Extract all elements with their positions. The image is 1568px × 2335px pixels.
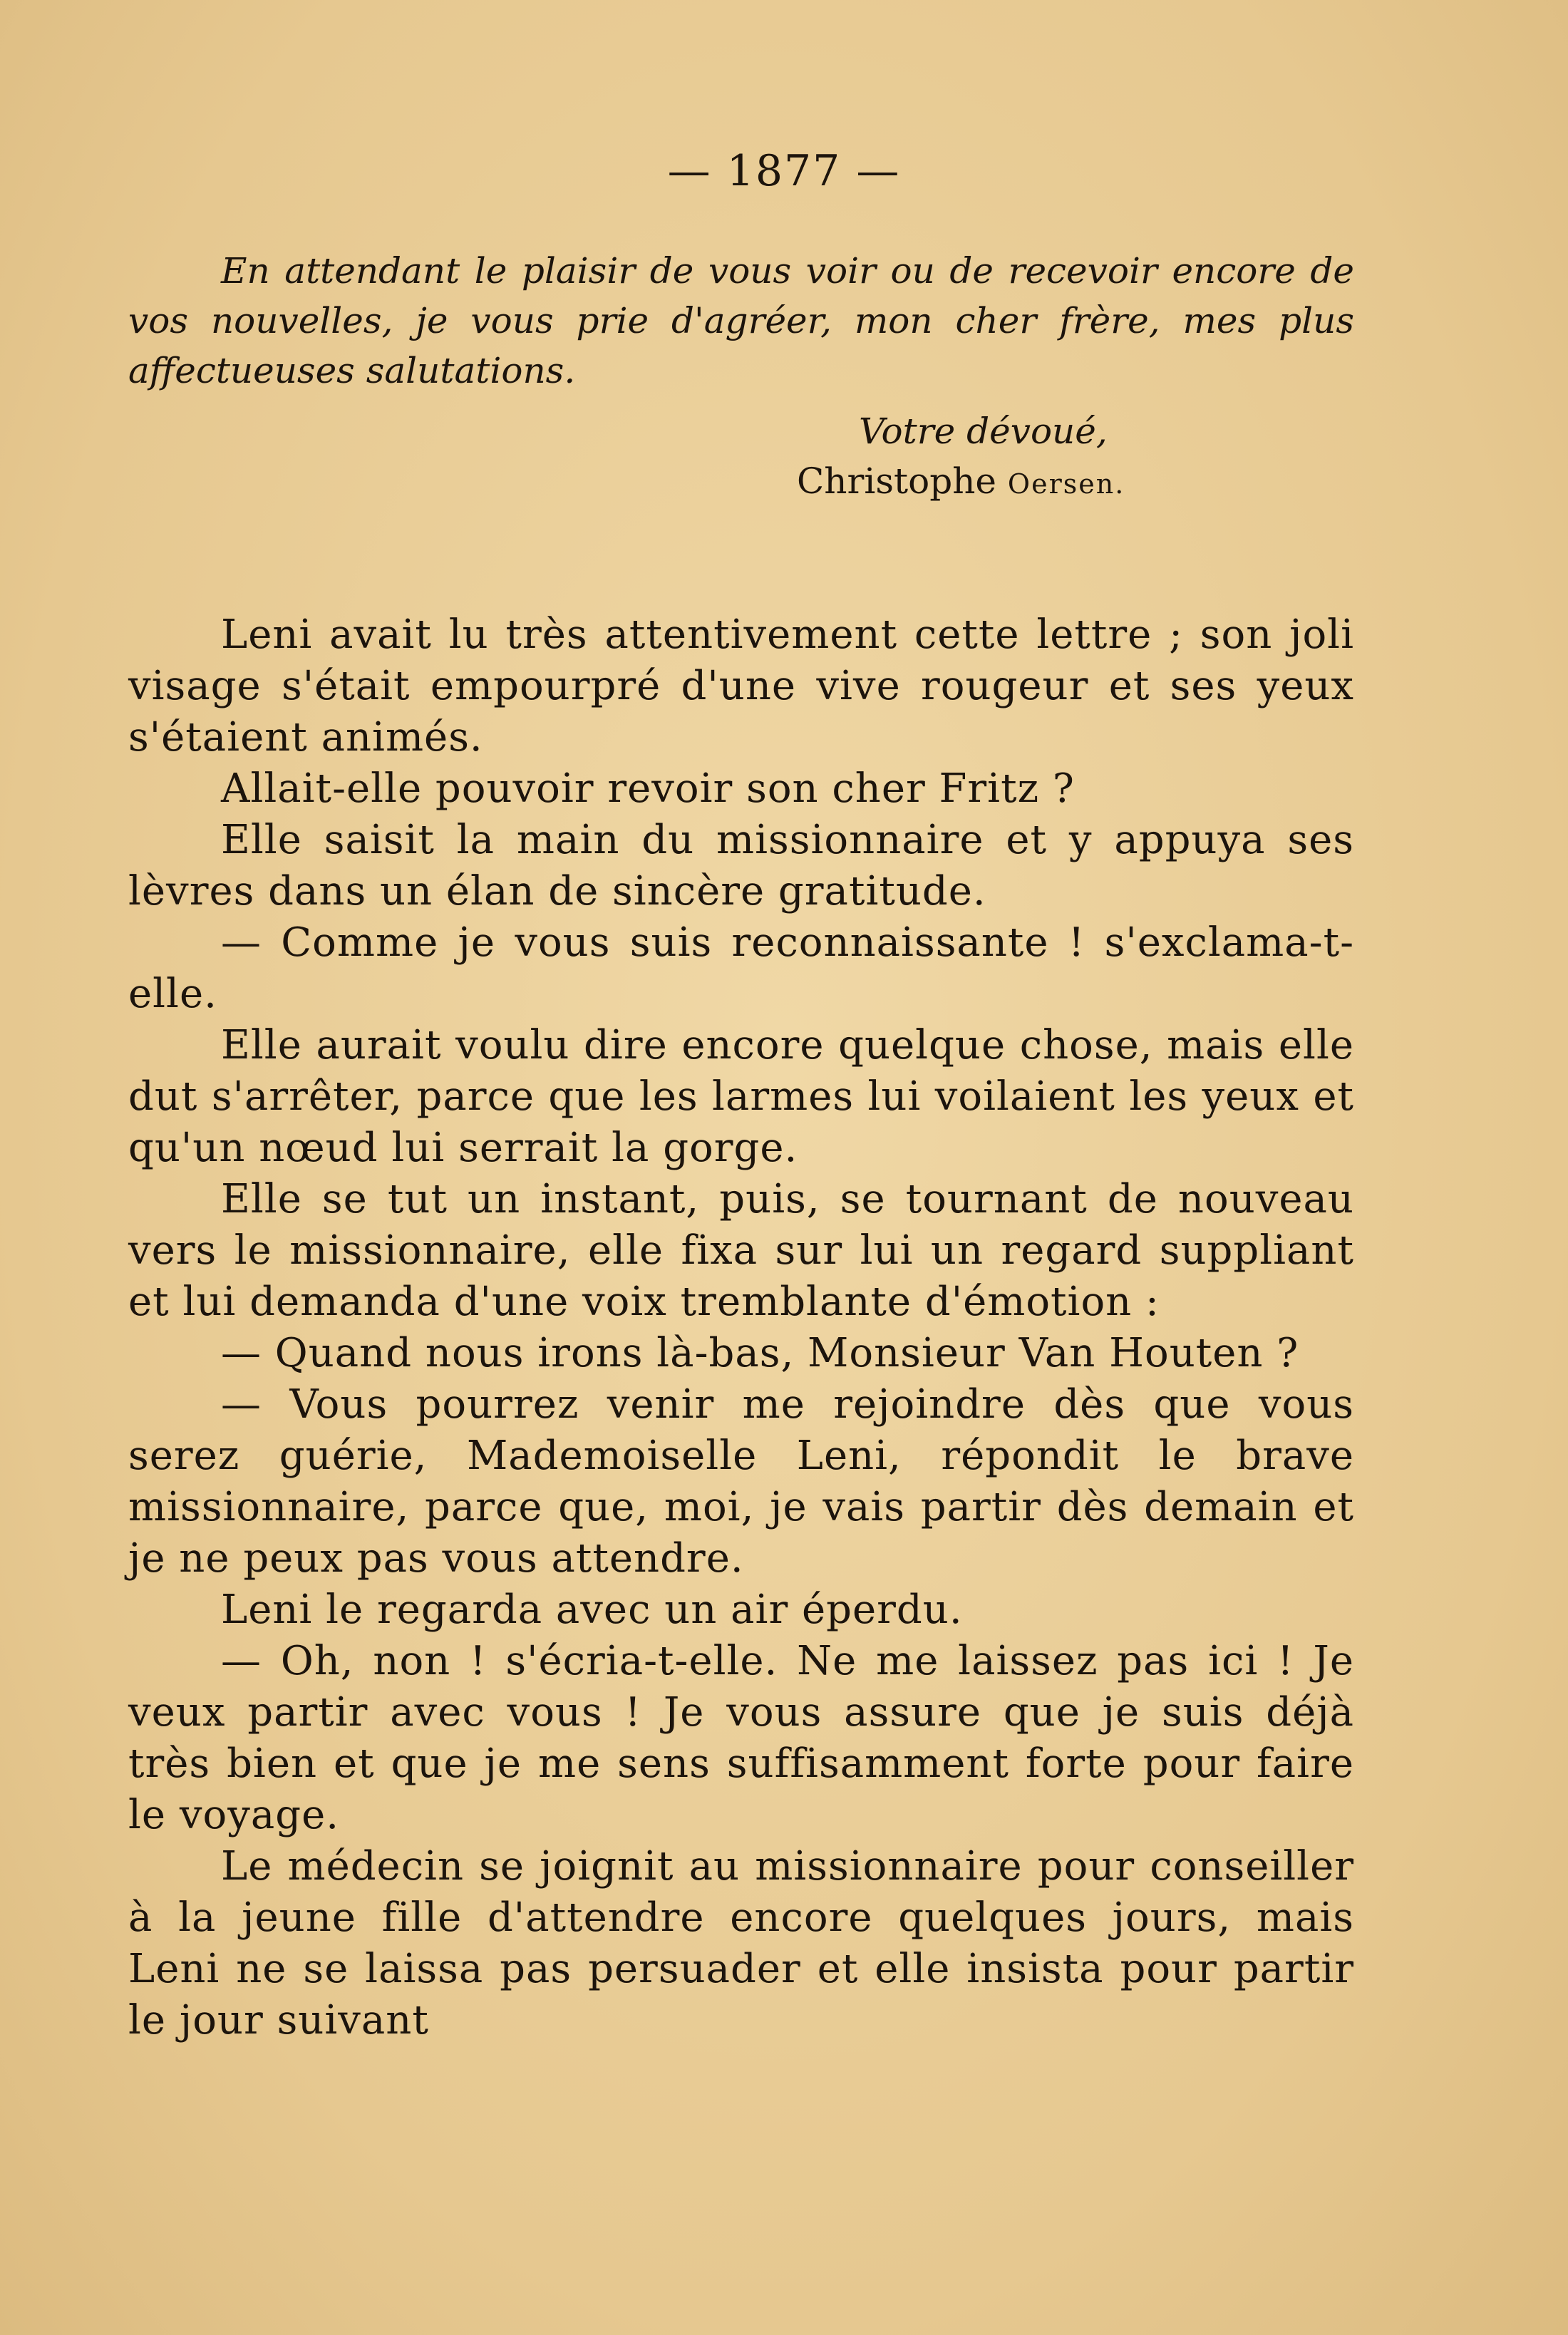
letter-signature [797,456,1125,509]
paragraph: Leni le regarda avec un air éperdu. [221,1587,963,1633]
signature-first-name: Christophe [797,460,997,502]
paragraph: — Oh, non ! s'écria-t-elle. Ne me laissez pas ici ! Je veux partir avec vous ! Je vous assure que je suis déjà très bien et que je me sens suffisamment forte pour faire le voyage. [128,1638,1354,1838]
paragraph: Allait-elle pouvoir revoir son cher Fritz ? [221,766,1075,812]
paragraph: Elle aurait voulu dire encore quelque chose, mais elle dut s'arrêter, parce que les larmes lui voilaient les yeux et qu'un nœud lui serrait la gorge. [128,1022,1354,1171]
paragraph: — Comme je vous suis reconnaissante ! s'exclama-t-elle. [128,919,1354,1017]
paragraph: Leni avait lu très attentivement cette lettre ; son joli visage s'était empourpré d'une vive rougeur et ses yeux s'étaient animés. [128,612,1354,761]
letter-closing-paragraph: En attendant le plaisir de vous voir ou de recevoir encore de vos nouvelles, je vous prie d'agréer, mon cher frère, mes plus affectueuses salutations. [128,250,1354,391]
paragraph: Elle saisit la main du missionnaire et y appuya ses lèvres dans un élan de sincère gratitude. [128,817,1354,914]
signature-last-name: Oersen. [1007,468,1125,500]
paragraph: — Vous pourrez venir me rejoindre dès que vous serez guérie, Mademoiselle Leni, répondit le brave missionnaire, parce que, moi, je vais partir dès demain et je ne peux pas vous attendre. [128,1381,1354,1582]
paragraph: Le médecin se joignit au missionnaire pour conseiller à la jeune fille d'attendre encore quelques jours, mais Leni ne se laissa pas persuader et elle insista pour partir le jour suivant [128,1843,1354,2043]
letter-signoff: Votre dévoué, [859,411,1108,452]
letter-closing [128,246,1354,396]
page-number: — 1877 — [667,146,901,196]
paragraph: — Quand nous irons là-bas, Monsieur Van Houten ? [221,1330,1299,1376]
paragraph: Elle se tut un instant, puis, se tournant de nouveau vers le missionnaire, elle fixa sur lui un regard suppliant et lui demanda d'une voix tremblante d'émotion : [128,1176,1354,1325]
body-text [128,609,1354,2046]
